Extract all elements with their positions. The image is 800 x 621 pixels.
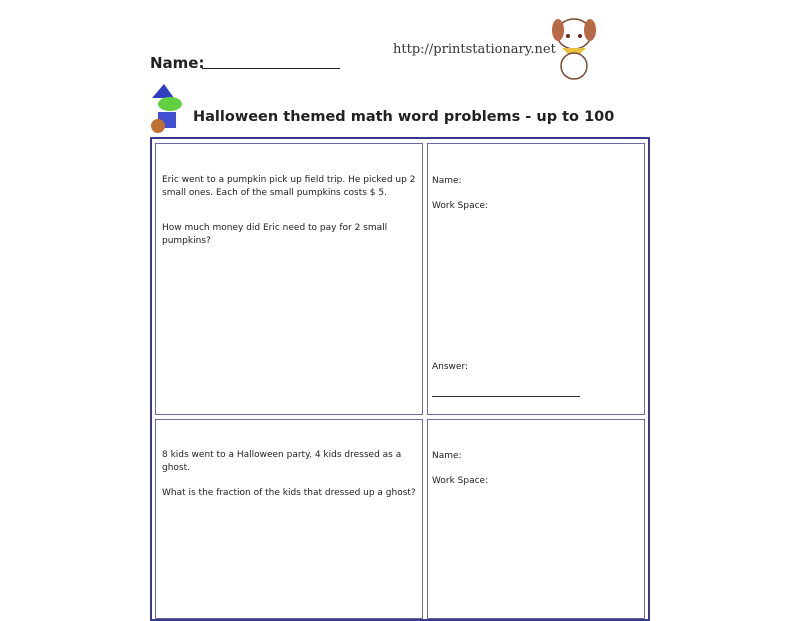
problem-1-work-space-label: Work Space: xyxy=(432,201,489,211)
dog-illustration-icon xyxy=(548,14,600,82)
witch-illustration-icon xyxy=(148,84,188,136)
problem-2-answer-cell xyxy=(427,419,645,619)
worksheet-title: Halloween themed math word problems - up to 100 xyxy=(193,109,615,125)
name-line xyxy=(202,68,340,69)
problem-2-text: 8 kids went to a Halloween party. 4 kids dressed as a ghost. xyxy=(162,450,402,473)
problem-2-question: What is the fraction of the kids that dressed up a ghost? xyxy=(162,488,416,498)
problem-2-name-label: Name: xyxy=(432,451,462,461)
problem-2-work-space-label: Work Space: xyxy=(432,476,489,486)
problem-1-answer-line xyxy=(432,396,580,397)
site-url: http://printstationary.net xyxy=(393,42,556,57)
problem-1-text: Eric went to a pumpkin pick up field trip. He picked up 2 small ones. Each of the small pumpkins costs $ 5. xyxy=(162,175,416,198)
problem-1-name-label: Name: xyxy=(432,176,462,186)
name-label: Name: xyxy=(150,54,205,72)
problem-1-question-cell xyxy=(155,143,423,415)
problem-1-answer-label: Answer: xyxy=(432,362,469,372)
problem-1-answer-cell xyxy=(427,143,645,415)
problem-1-question: How much money did Eric need to pay for 2 small pumpkins? xyxy=(162,223,388,246)
problem-2-question-cell xyxy=(155,419,423,619)
